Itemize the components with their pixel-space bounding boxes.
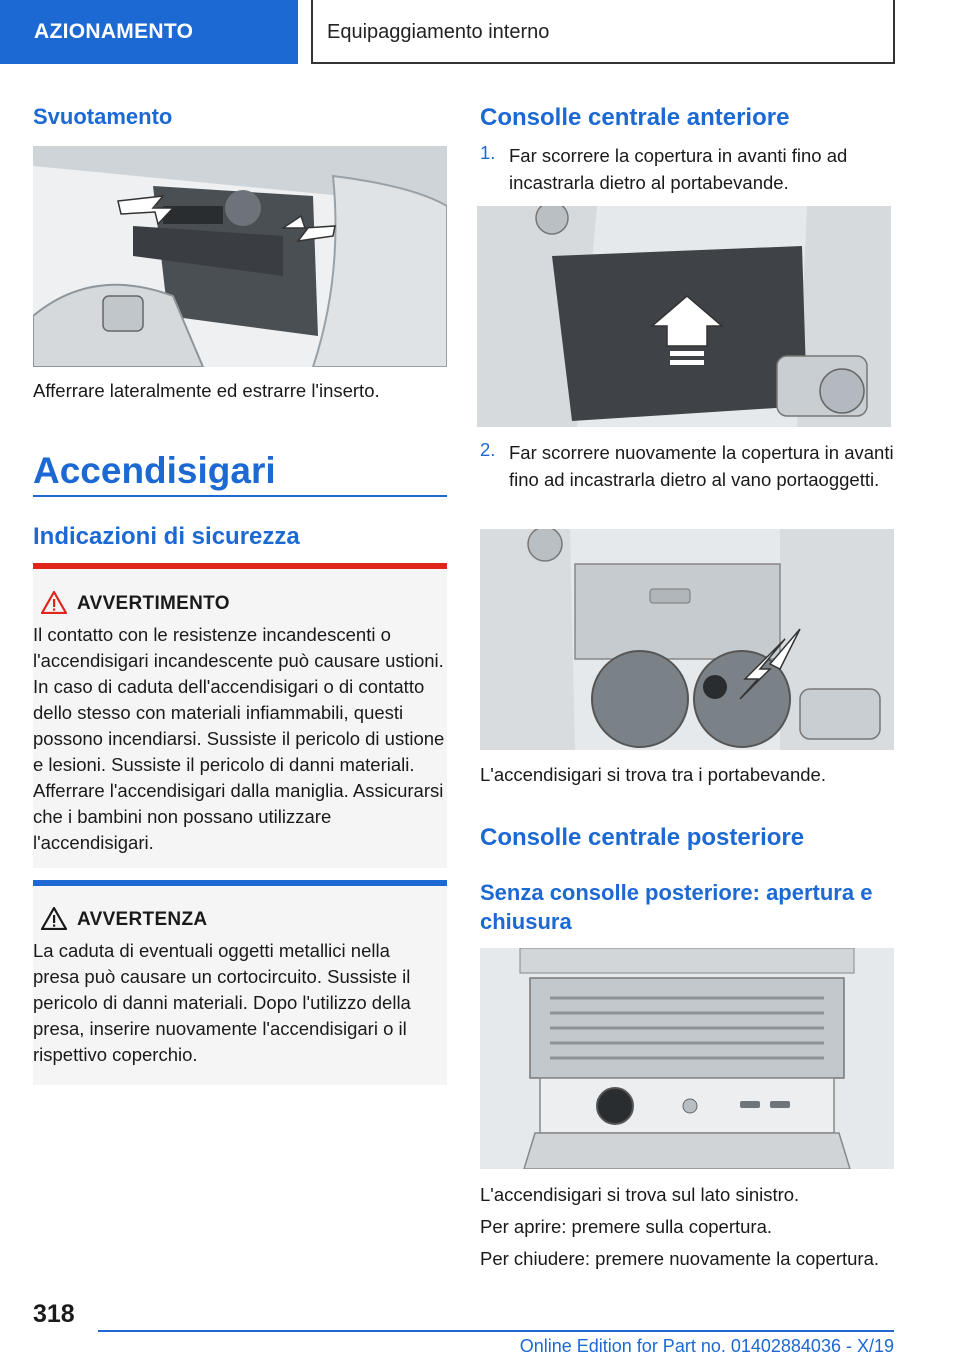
close-instruction-text: Per chiudere: premere nuovamente la copertura. bbox=[480, 1248, 879, 1269]
warning-box bbox=[33, 563, 447, 868]
warning-triangle-icon bbox=[41, 591, 67, 619]
caution-box bbox=[33, 880, 447, 1085]
section-tab: AZIONAMENTO bbox=[0, 0, 298, 64]
anteriore-location-text: L'accendisigari si trova tra i portabevande. bbox=[480, 764, 826, 785]
heading-rule bbox=[33, 495, 447, 497]
step-text: Far scorrere nuovamente la copertura in avanti fino ad incastrarla dietro al vano portaoggetti. bbox=[509, 442, 894, 490]
accendisigari-heading: Accendisigari bbox=[33, 450, 276, 491]
cupholder-lighter-photo bbox=[480, 529, 894, 750]
step-number: 2. bbox=[480, 439, 496, 460]
ashtray-insert-photo bbox=[33, 146, 447, 367]
chapter-title: Equipaggiamento interno bbox=[311, 0, 895, 64]
posteriore-heading: Consolle centrale posteriore bbox=[480, 824, 805, 851]
svuotamento-heading: Svuotamento bbox=[33, 104, 173, 129]
anteriore-heading: Consolle centrale anteriore bbox=[480, 104, 790, 131]
step-text: Far scorrere la copertura in avanti fino ad incastrarla dietro al portabevande. bbox=[509, 145, 848, 193]
sicurezza-heading: Indicazioni di sicurezza bbox=[33, 523, 300, 550]
open-instruction-text: Per aprire: premere sulla copertura. bbox=[480, 1216, 773, 1237]
footer-edition-text: Online Edition for Part no. 01402884036 - X/19 bbox=[519, 1336, 894, 1356]
senza-heading: Senza consolle posteriore: apertura e chiusura bbox=[480, 880, 873, 934]
front-console-cover-photo bbox=[477, 206, 891, 427]
warning-title: AVVERTIMENTO bbox=[77, 593, 230, 614]
caution-title: AVVERTENZA bbox=[77, 909, 208, 930]
caution-triangle-icon bbox=[41, 907, 67, 935]
svuotamento-text: Afferrare lateralmente ed estrarre l'inserto. bbox=[33, 380, 380, 401]
warning-body: Il contatto con le resistenze incandescenti o l'accendisigari incandescente può causare ustioni. In caso di caduta dell'accendisigari o di contatto dello stesso con materiali infiammabili, questi possono incendiarsi. Sussiste il pericolo di ustione e lesioni. Sussiste il pericolo di danni materiali. Afferrare l'accendisigari dalla maniglia. Assicurarsi che i bambini non possano utilizzare l'accendisigari. bbox=[33, 624, 445, 853]
rear-console-photo bbox=[480, 948, 894, 1169]
warning-bar bbox=[33, 563, 447, 569]
footer-rule bbox=[98, 1330, 894, 1332]
caution-bar bbox=[33, 880, 447, 886]
step-number: 1. bbox=[480, 142, 496, 163]
posteriore-location-text: L'accendisigari si trova sul lato sinistro. bbox=[480, 1184, 800, 1205]
page-number: 318 bbox=[33, 1300, 75, 1328]
caution-body: La caduta di eventuali oggetti metallici nella presa può causare un cortocircuito. Sussiste il pericolo di danni materiali. Dopo l'utilizzo della presa, inserire nuovamente l'accendisigari o il rispettivo coperchio. bbox=[33, 940, 411, 1065]
